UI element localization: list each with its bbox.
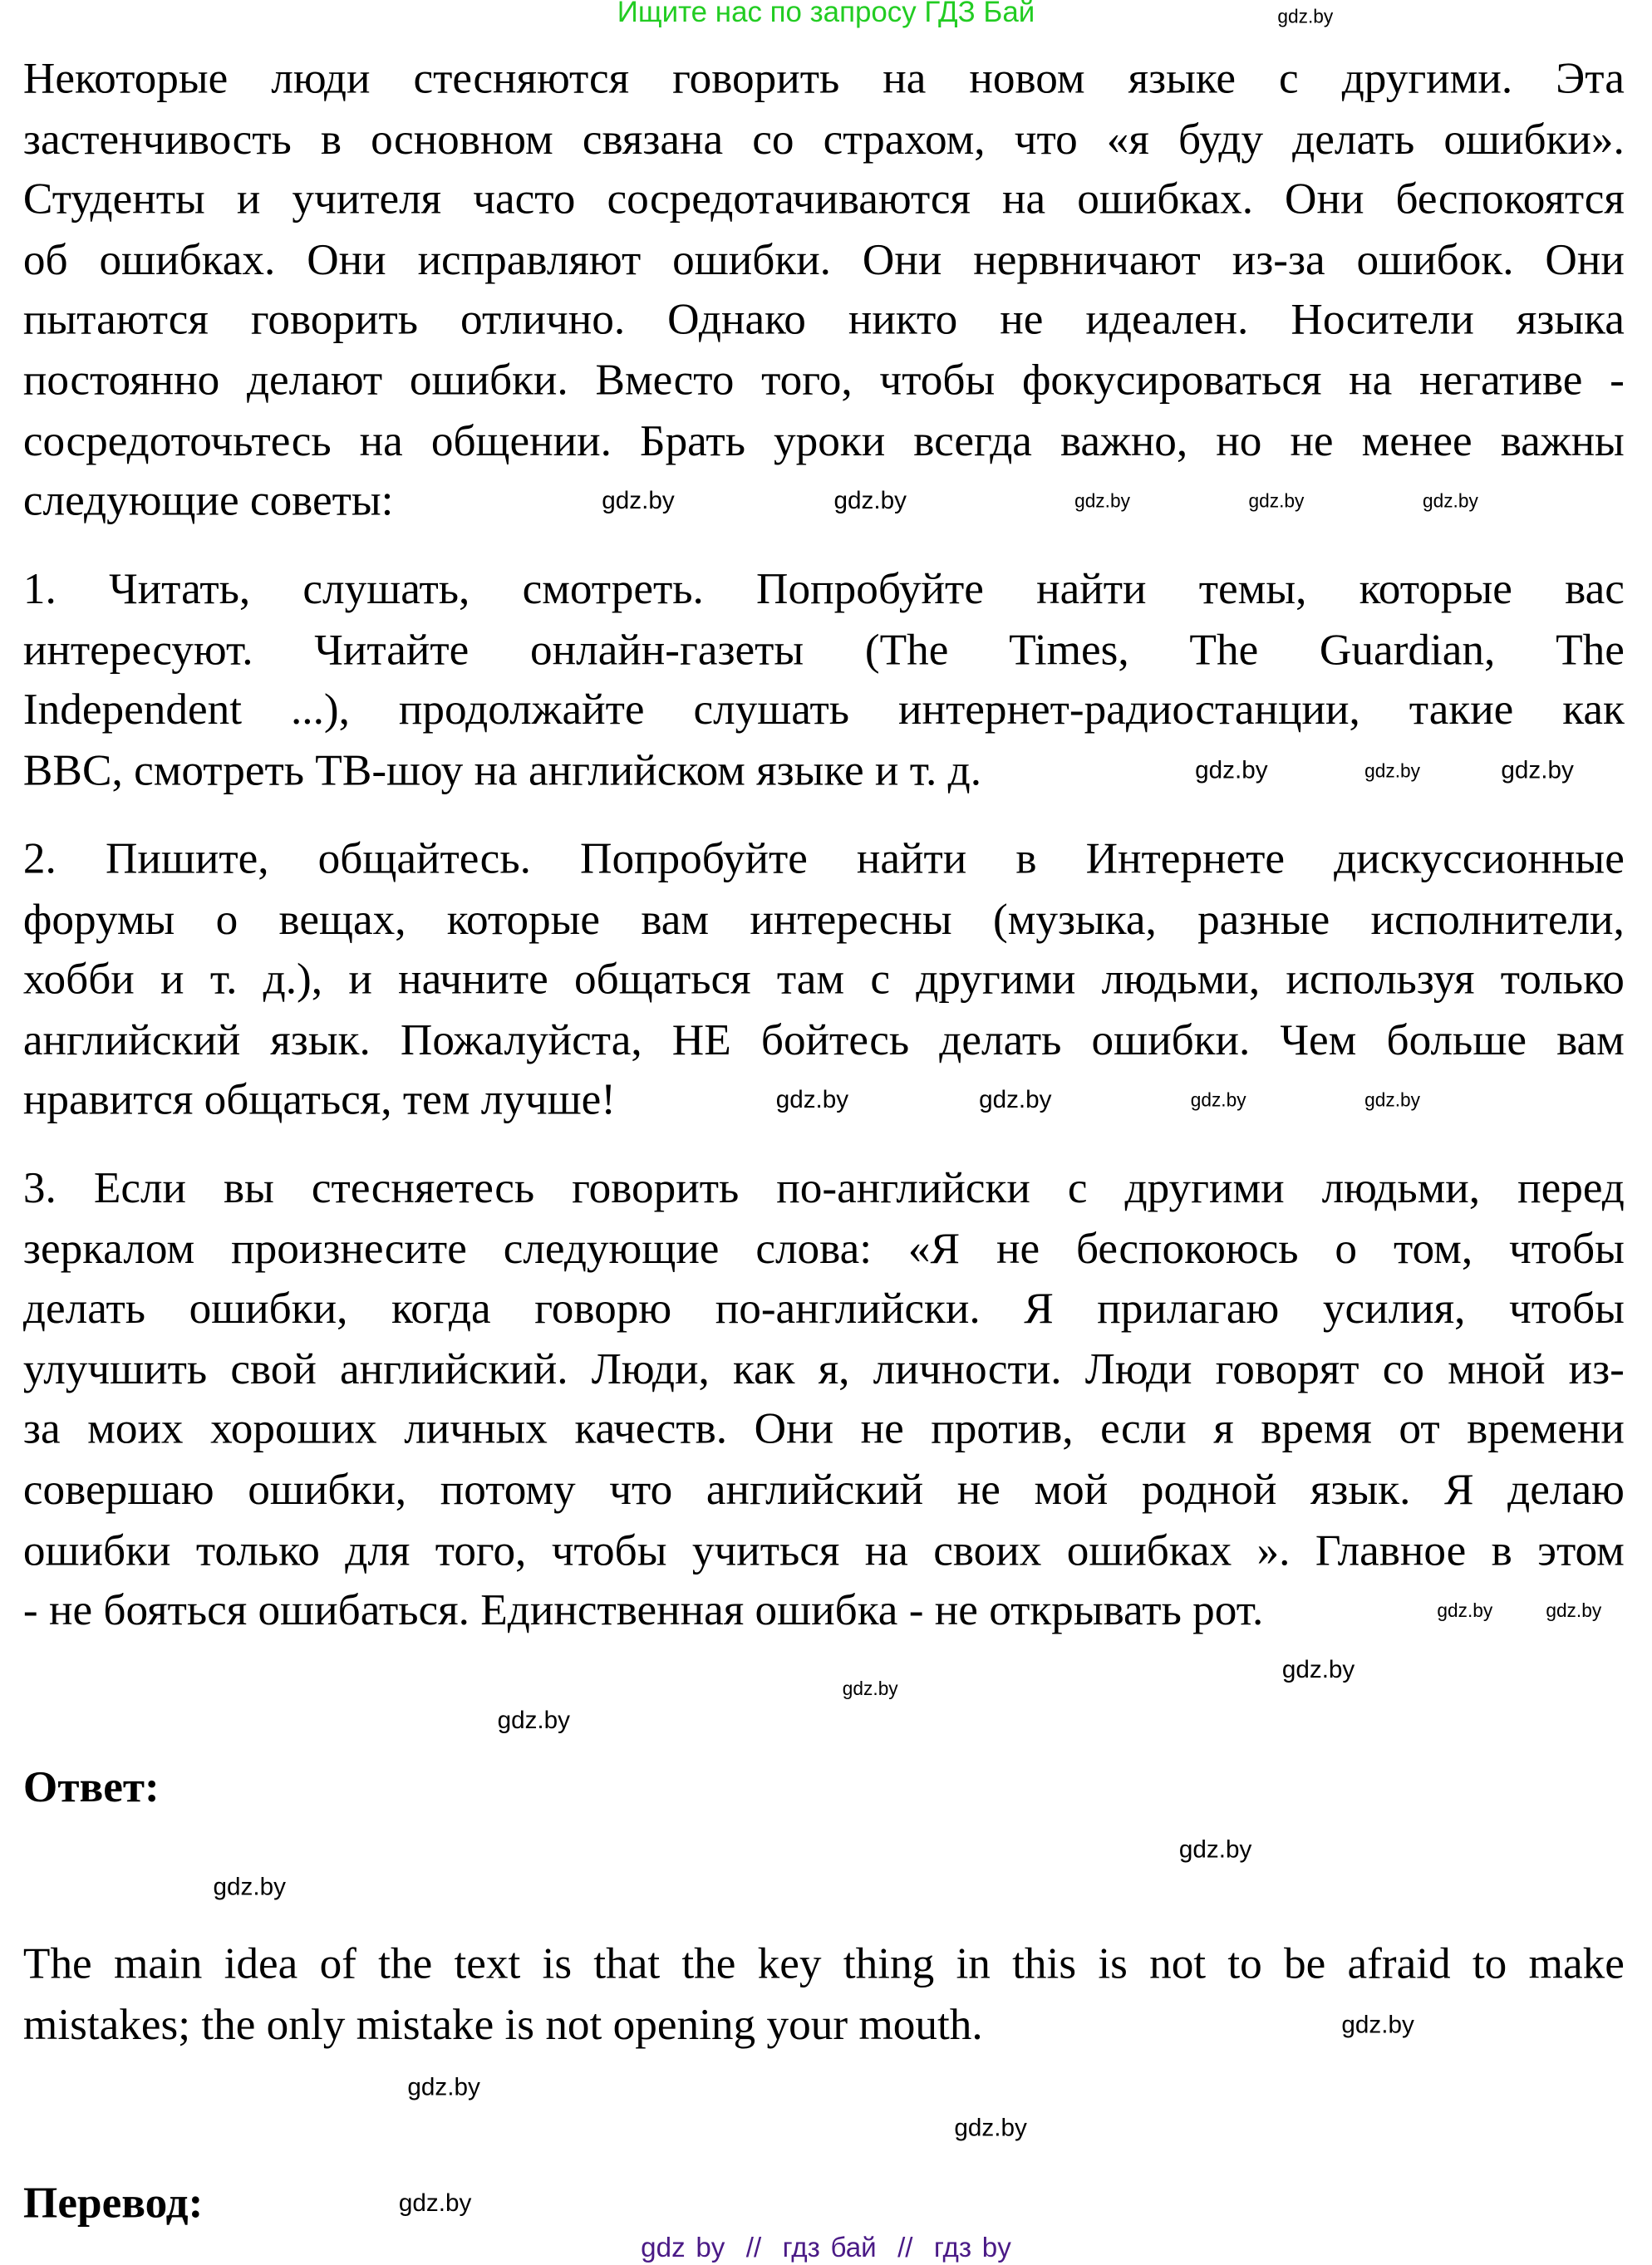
watermark: gdz.by (1195, 756, 1268, 784)
watermark: gdz.by (842, 1678, 898, 1700)
watermark: gdz.by (1248, 489, 1305, 512)
text-line: ошибки только для того, чтобы учиться на своих ошибках ». Главное в этом (22, 1525, 1625, 1575)
watermark: gdz.by (1501, 756, 1574, 784)
text-line: 2. Пишите, общайтесь. Попробуйте найти в Интернете дискуссионные (22, 833, 1625, 883)
watermark: gdz.by (1546, 1599, 1602, 1622)
watermark: gdz.by (833, 486, 907, 515)
watermark: gdz.by (213, 1873, 286, 1901)
watermark: gdz.by (1281, 1655, 1355, 1683)
watermark: gdz.by (1277, 5, 1334, 27)
search-hint-banner: Ищите нас по запросу ГДЗ Бай (617, 0, 1035, 29)
text-line: постоянно делают ошибки. Вместо того, чтобы фокусироваться на негативе - (22, 355, 1625, 405)
text-line: следующие советы: (22, 475, 394, 526)
answer-heading: Ответ: (22, 1761, 160, 1812)
watermark: gdz.by (1422, 489, 1478, 512)
text-line: нравится общаться, тем лучше! (22, 1074, 617, 1125)
text-line: Некоторые люди стесняются говорить на новом языке с другими. Эта (22, 53, 1625, 103)
watermark: gdz.by (497, 1706, 571, 1734)
text-line: 3. Если вы стесняетесь говорить по-английски с другими людьми, перед (22, 1162, 1625, 1213)
text-line: улучшить свой английский. Люди, как я, личности. Люди говорят со мной из- (22, 1344, 1625, 1393)
text-line: об ошибках. Они исправляют ошибки. Они нервничают из-за ошибок. Они (22, 234, 1625, 284)
watermark: gdz.by (1341, 2011, 1414, 2039)
watermark: gdz.by (602, 486, 675, 515)
watermark: gdz.by (1437, 1599, 1493, 1622)
text-line: интересуют. Читайте онлайн-газеты (The Times, The Guardian, The (22, 624, 1625, 674)
text-line: хобби и т. д.), и начните общаться там с другими людьми, используя только (22, 954, 1625, 1005)
text-line: сосредоточьтесь на общении. Брать уроки всегда важно, но не менее важны (22, 415, 1625, 465)
text-line: застенчивость в основном связана со страхом, что «я буду делать ошибки». (22, 114, 1625, 164)
text-line: BBC, смотреть ТВ-шоу на английском языке и т. д. (22, 744, 982, 795)
watermark: gdz.by (1364, 1088, 1421, 1111)
text-line: зеркалом произнесите следующие слова: «Я не беспокоюсь о том, чтобы (22, 1223, 1625, 1273)
text-line: Independent ...), продолжайте слушать интернет-радиостанции, такие как (22, 685, 1625, 735)
text-line: 1. Читать, слушать, смотреть. Попробуйте найти темы, которые вас (22, 563, 1625, 614)
text-line: пытаются говорить отлично. Однако никто не идеален. Носители языка (22, 294, 1625, 345)
translation-heading: Перевод: (22, 2178, 204, 2228)
intro-paragraph (23, 49, 1625, 532)
watermark: gdz.by (398, 2189, 472, 2218)
watermark: gdz.by (1364, 759, 1421, 782)
text-line: совершаю ошибки, потому что английский не мой родной язык. Я делаю (22, 1464, 1625, 1515)
text-line: - не бояться ошибаться. Единственная ошибка - не открывать рот. (22, 1585, 1264, 1635)
watermark: gdz.by (407, 2073, 480, 2101)
text-line: The main idea of the text is that the key thing in this is not to be afraid to make (22, 1938, 1625, 1988)
watermark: gdz.by (1190, 1088, 1246, 1111)
footer-links: gdz by // гдз бай // гдз by (641, 2233, 1011, 2264)
text-line: за моих хороших личных качеств. Они не против, если я время от времени (22, 1404, 1625, 1454)
text-line: Студенты и учителя часто сосредотачиваются на ошибках. Они беспокоятся (22, 174, 1625, 224)
text-line: английский язык. Пожалуйста, НЕ бойтесь делать ошибки. Чем больше вам (22, 1015, 1625, 1064)
text-line: форумы о вещах, которые вам интересны (музыка, разные исполнители, (22, 894, 1625, 944)
text-line: mistakes; the only mistake is not opening your mouth. (22, 1999, 983, 2049)
watermark: gdz.by (775, 1085, 849, 1113)
watermark: gdz.by (979, 1085, 1052, 1113)
watermark: gdz.by (1178, 1835, 1252, 1864)
text-line: делать ошибки, когда говорю по-английски. Я прилагаю усилия, чтобы (22, 1284, 1625, 1334)
watermark: gdz.by (1074, 489, 1130, 512)
watermark: gdz.by (954, 2114, 1027, 2142)
tip-3-paragraph (23, 1159, 1625, 1642)
